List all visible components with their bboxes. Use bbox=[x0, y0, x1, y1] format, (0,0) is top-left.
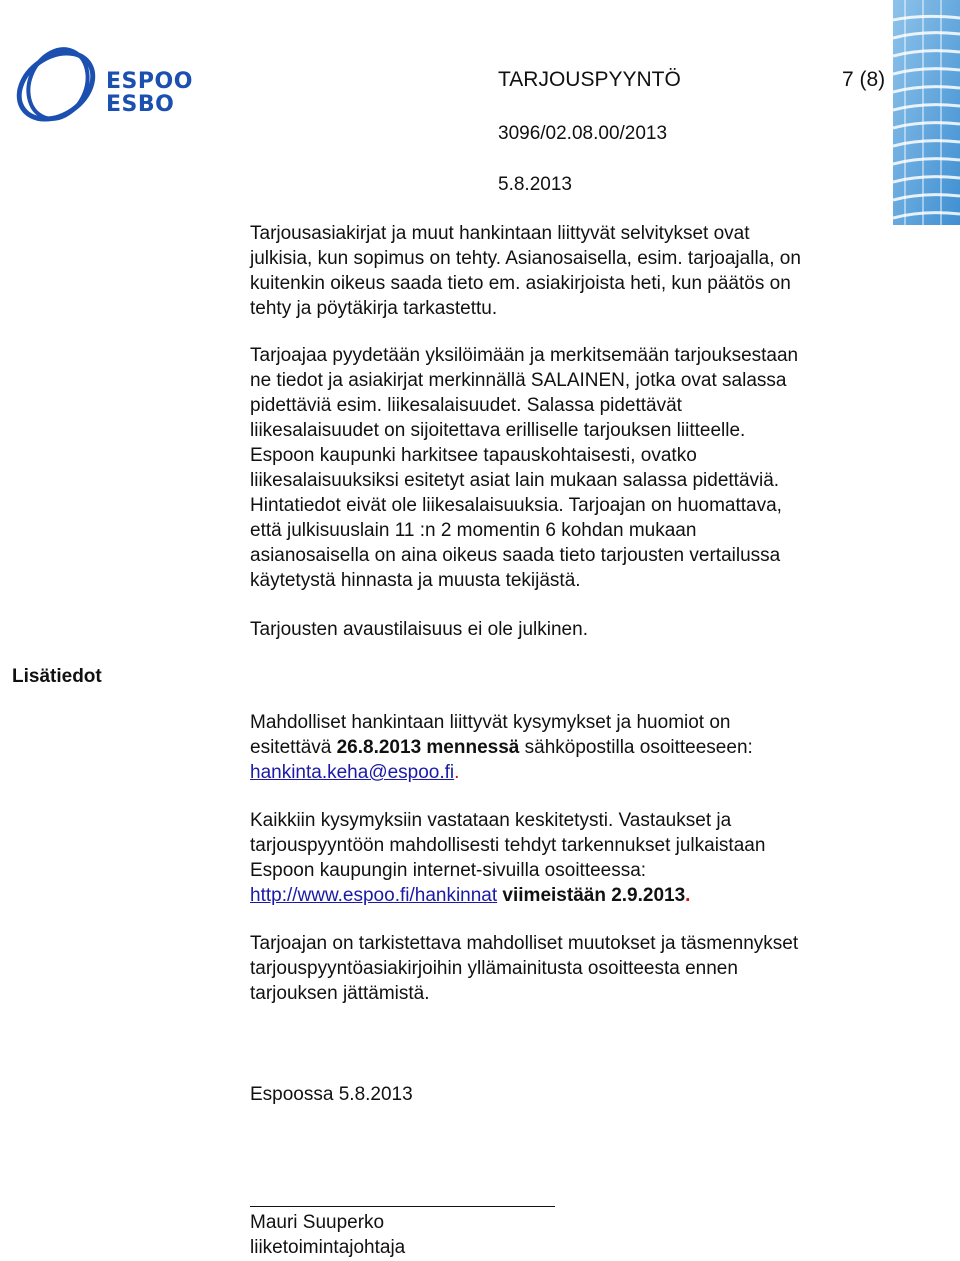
page-number: 7 (8) bbox=[842, 68, 886, 91]
paragraph-answers: Kaikkiin kysymyksiin vastataan keskitetysti. Vastaukset ja tarjouspyyntöön mahdollisesti tehdyt tarkennukset julkaistaan Espoon kaupungin internet-sivuilla osoitteessa: http://www.espoo.fi/hankinnat viimeistään 2.9.2013. bbox=[250, 810, 766, 906]
paragraph-questions: Mahdolliset hankintaan liittyvät kysymykset ja huomiot on esitettävä 26.8.2013 mennessä sähköpostilla osoitteeseen: hankinta.keha@espoo.fi. bbox=[250, 712, 753, 783]
decorative-corner-pattern bbox=[893, 0, 960, 225]
document-date: 5.8.2013 bbox=[498, 174, 572, 195]
paragraph-opening-session: Tarjousten avaustilaisuus ei ole julkinen. bbox=[250, 619, 588, 640]
paragraph-public-documents: Tarjousasiakirjat ja muut hankintaan liittyvät selvitykset ovat julkisia, kun sopimus on tehty. Asianosaisella, esim. tarjoajalla, on kuitenkin oikeus saada tieto em. asiakirjoista heti, kun päätös on tehty ja pöytäkirja tarkastettu. bbox=[250, 223, 801, 319]
question-deadline: 26.8.2013 mennessä bbox=[336, 737, 520, 758]
answer-deadline: viimeistään 2.9.2013 bbox=[497, 885, 686, 906]
signature-block bbox=[250, 1210, 910, 1260]
document-title: TARJOUSPYYNTÖ bbox=[498, 68, 681, 91]
logo-wordmark bbox=[106, 70, 193, 116]
signer-title: liiketoimintajohtaja bbox=[250, 1237, 406, 1258]
signature-place-date: Espoossa 5.8.2013 bbox=[250, 1084, 413, 1105]
paragraph-confidential-info: Tarjoajaa pyydetään yksilöimään ja merkitsemään tarjouksestaan ne tiedot ja asiakirjat merkinnällä SALAINEN, jotka ovat salassa pidettäviä esim. liikesalaisuudet. Salassa pidettävät liikesalaisuudet on sijoitettava erilliselle tarjouksen liitteelle. Espoon kaupunki harkitsee tapauskohtaisesti, ovatko liikesalaisuuksiksi esitetyt asiat lain mukaan salassa pidettäviä. Hintatiedot eivät ole liikesalaisuuksia. Tarjoajan on huomattava, että julkisuuslain 11 :n 2 momentin 6 kohdan mukaan asianosaisella on aina oikeus saada tieto tarjousten vertailussa käytetystä hinnasta ja muusta tekijästä. bbox=[250, 345, 799, 591]
paragraph-check-changes: Tarjoajan on tarkistettava mahdolliset muutokset ja täsmennykset tarjouspyyntöasiakirjoihin yllämainitusta osoitteesta ennen tarjouksen jättämistä. bbox=[250, 933, 799, 1004]
signature-line bbox=[250, 1206, 555, 1207]
hankinnat-url-link[interactable]: http://www.espoo.fi/hankinnat bbox=[250, 885, 498, 906]
signer-name: Mauri Suuperko bbox=[250, 1212, 385, 1233]
reference-number: 3096/02.08.00/2013 bbox=[498, 123, 668, 144]
logo-line-esbo: ESBO bbox=[106, 92, 175, 117]
section-heading-lisatiedot: Lisätiedot bbox=[12, 666, 102, 687]
email-link[interactable]: hankinta.keha@espoo.fi bbox=[250, 762, 455, 783]
logo-line-espoo: ESPOO bbox=[106, 69, 193, 94]
